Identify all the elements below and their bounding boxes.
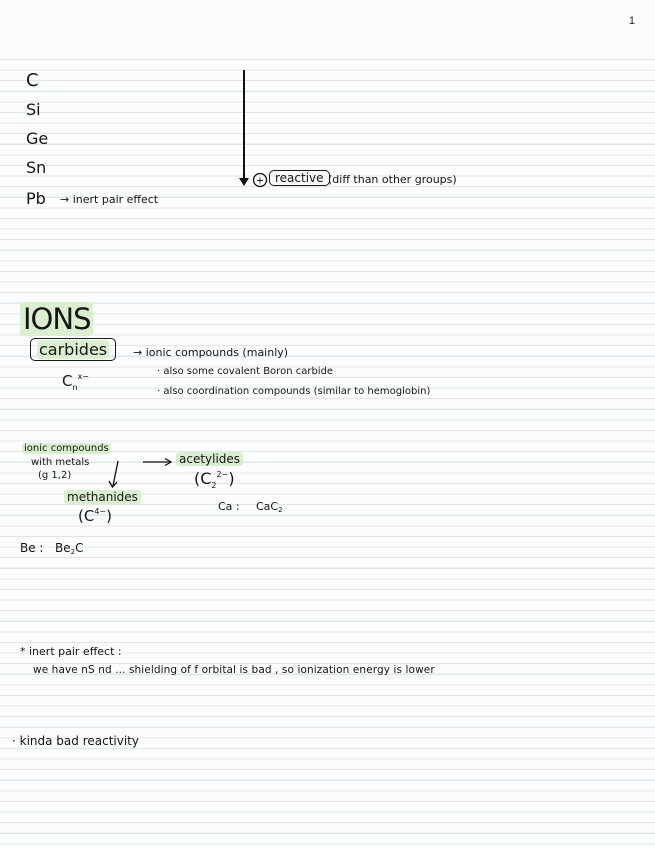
inert-pair-title: * inert pair effect : — [20, 645, 122, 658]
element-c: C — [26, 70, 39, 91]
element-ge: Ge — [26, 129, 49, 148]
methanides-label: methanides — [64, 490, 141, 504]
ions-heading: IONS — [20, 302, 93, 336]
be-formula-a: Be — [55, 541, 71, 555]
methanide-formula-close: ) — [106, 507, 112, 525]
acetylides-label: acetylides — [176, 452, 243, 466]
inert-pair-body: we have nS nd ... shielding of f orbital is bad , so ionization energy is lower — [33, 664, 435, 676]
reactivity-note: · kinda bad reactivity — [12, 734, 139, 748]
methanide-formula — [78, 507, 112, 525]
ionic-compounds-line3: (g 1,2) — [38, 470, 72, 481]
be-formula-sub: 2 — [70, 548, 76, 556]
ca-formula-base: CaC — [256, 500, 279, 513]
ionic-compounds-line1: ionic compounds — [24, 443, 109, 454]
ca-formula-sub: 2 — [278, 506, 283, 514]
methanide-formula-sup: 4− — [94, 507, 107, 516]
ca-label: Ca : — [218, 500, 240, 513]
bullet-covalent: · also some covalent Boron carbide — [157, 366, 334, 377]
be-formula — [55, 541, 83, 556]
be-label: Be : — [20, 541, 44, 555]
acetylide-formula-base: (C — [194, 469, 212, 488]
carbide-formula-base: C — [62, 372, 73, 390]
ca-formula — [256, 500, 283, 514]
carbide-formula-sup: x− — [77, 372, 89, 381]
acetylide-formula-close: ) — [228, 469, 235, 488]
plus-sign: + — [255, 175, 265, 187]
bullet-coordination: · also coordination compounds (similar to hemoglobin) — [157, 386, 431, 397]
carbides-label: carbides — [39, 340, 108, 359]
carbides-note: → ionic compounds (mainly) — [133, 346, 289, 359]
element-sn: Sn — [26, 158, 47, 177]
reactive-box: reactive — [269, 170, 330, 186]
ionic-compounds-line2: with metals — [31, 457, 90, 468]
acetylide-formula-sub: 2 — [211, 481, 217, 490]
element-pb: Pb — [26, 189, 46, 208]
element-si: Si — [26, 100, 41, 119]
carbide-formula-sub: n — [72, 383, 78, 392]
acetylide-formula-sup: 2− — [216, 470, 229, 479]
reactive-note: (diff than other groups) — [328, 173, 457, 186]
be-formula-b: C — [75, 541, 84, 555]
page-number: 1 — [628, 15, 635, 27]
inert-pair-note: → inert pair effect — [60, 193, 159, 206]
methanide-formula-base: (C — [78, 507, 95, 525]
acetylide-formula — [194, 469, 235, 490]
